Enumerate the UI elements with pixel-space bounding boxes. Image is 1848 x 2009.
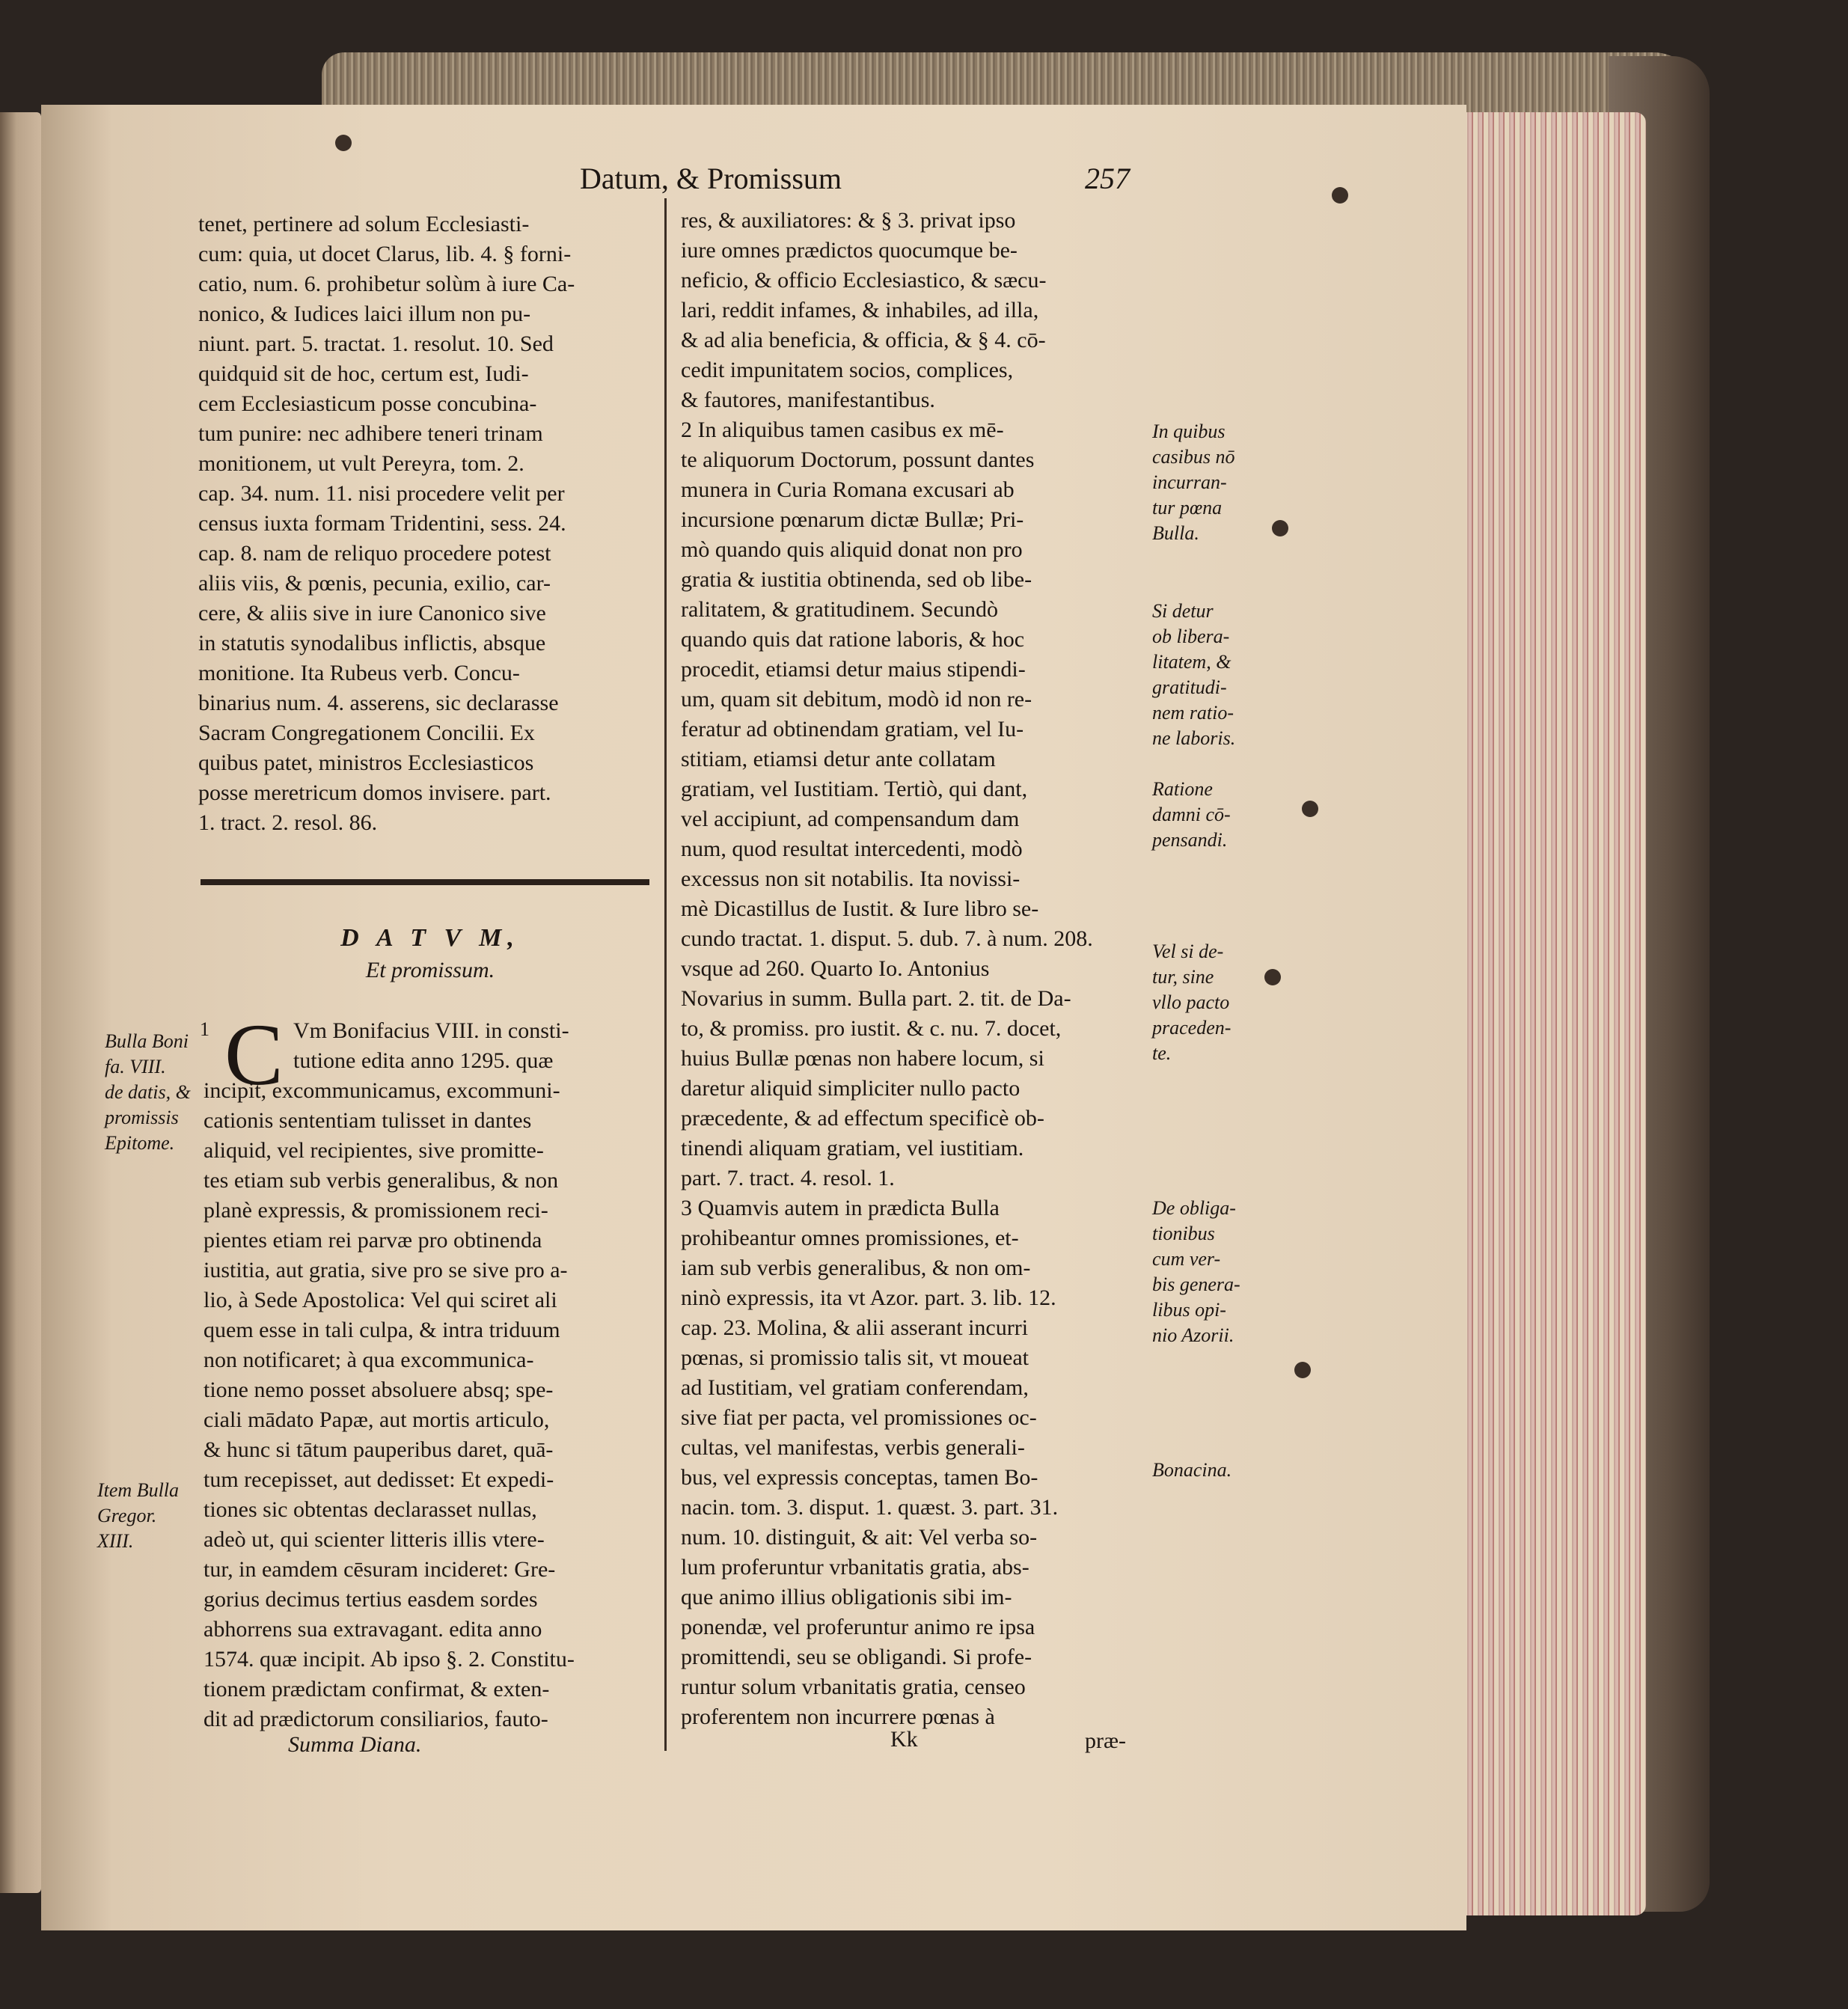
marginal-note-line: de datis, &	[105, 1081, 191, 1103]
marginal-note-right	[1152, 777, 1264, 853]
text-line: cultas, vel manifestas, verbis generali-	[681, 1435, 1025, 1460]
right-column-text	[681, 206, 1160, 1732]
text-line: quando quis dat ratione laboris, & hoc	[681, 627, 1025, 652]
text-line: bus, vel expressis conceptas, tamen Bo-	[681, 1465, 1038, 1490]
text-line: cap. 8. nam de reliquo procedere potest	[198, 541, 551, 566]
marginal-note-line: In quibus	[1152, 421, 1226, 442]
text-line: quidquid sit de hoc, certum est, Iudi-	[198, 361, 529, 386]
running-head: Datum, & Promissum	[579, 162, 842, 195]
marginal-note-line: tionibus	[1152, 1223, 1215, 1244]
text-line: cem Ecclesiasticum posse concubina-	[198, 391, 537, 416]
text-line: cap. 34. num. 11. nisi procedere velit per	[198, 481, 565, 506]
drop-cap: C	[224, 1006, 284, 1104]
text-line: 1574. quæ incipit. Ab ipso §. 2. Constitu-	[204, 1647, 575, 1672]
text-line: procedit, etiamsi detur maius stipendi-	[681, 657, 1026, 682]
text-line: 2 In aliquibus tamen casibus ex mē-	[681, 418, 1004, 442]
text-line: aliis viis, & pœnis, pecunia, exilio, car-	[198, 571, 551, 596]
text-line: incipit, excommunicamus, excommuni-	[204, 1078, 560, 1103]
marginal-note-line: damni cō-	[1152, 804, 1231, 825]
text-line: excessus non sit notabilis. Ita novissi-	[681, 866, 1021, 891]
marginal-note-line: XIII.	[97, 1530, 134, 1552]
text-line: num, quod resultat intercedenti, modò	[681, 837, 1023, 861]
text-line: part. 7. tract. 4. resol. 1.	[681, 1166, 895, 1190]
marginal-note-line: fa. VIII.	[105, 1056, 166, 1077]
text-line: posse meretricum domos invisere. part.	[198, 780, 551, 805]
marginal-note-right	[1152, 1196, 1264, 1348]
marginal-note-line: ob libera-	[1152, 626, 1230, 647]
text-line: cap. 23. Molina, & alii asserant incurri	[681, 1315, 1029, 1340]
marginal-note-line: Vel si de-	[1152, 941, 1224, 962]
text-line: ciali mādato Papæ, aut mortis articulo,	[204, 1407, 550, 1432]
text-line: præcedente, & ad effectum specificè ob-	[681, 1106, 1044, 1131]
binding-hole	[1264, 969, 1281, 985]
binding-hole	[1294, 1362, 1311, 1378]
marginal-note-left	[97, 1478, 195, 1554]
marginal-note-right	[1152, 419, 1264, 546]
text-line: ninò expressis, ita vt Azor. part. 3. lib. 12.	[681, 1285, 1056, 1310]
text-line: que animo illius obligationis sibi im-	[681, 1585, 1012, 1609]
marginal-note-line: Bulla Boni	[105, 1030, 189, 1052]
text-line: monitionem, ut vult Pereyra, tom. 2.	[198, 451, 524, 476]
text-line: tes etiam sub verbis generalibus, & non	[204, 1168, 559, 1193]
text-line: nonico, & Iudices laici illum non pu-	[198, 302, 531, 326]
text-line: incursione pœnarum dictæ Bullæ; Pri-	[681, 507, 1024, 532]
text-line: ad Iustitiam, vel gratiam conferendam,	[681, 1375, 1029, 1400]
text-line: cundo tractat. 1. disput. 5. dub. 7. à num. 208.	[681, 926, 1093, 951]
text-line: neficio, & officio Ecclesiastico, & sæcu-	[681, 268, 1047, 293]
marginal-note-line: De obliga-	[1152, 1197, 1236, 1219]
text-line: tur, in eamdem cēsuram incideret: Gre-	[204, 1557, 556, 1582]
marginal-note-line: Bonacina.	[1152, 1459, 1232, 1481]
text-line: quibus patet, ministros Ecclesiasticos	[198, 750, 534, 775]
text-line: non notificaret; à qua excommunica-	[204, 1348, 534, 1372]
text-line: te aliquorum Doctorum, possunt dantes	[681, 447, 1035, 472]
text-line: & ad alia beneficia, & officia, & § 4. cō-	[681, 328, 1046, 352]
text-line: dit ad prædictorum consiliarios, fauto-	[204, 1707, 548, 1731]
text-line: tum punire: nec adhibere teneri trinam	[198, 421, 543, 446]
footer-title: Summa Diana.	[288, 1732, 422, 1757]
text-line: num. 10. distinguit, & ait: Vel verba so-	[681, 1525, 1038, 1550]
section-body	[200, 1016, 664, 1734]
marginal-note-line: Gregor.	[97, 1505, 157, 1526]
marginal-note-line: tur pœna	[1152, 497, 1223, 519]
marginal-note-line: nem ratio-	[1152, 702, 1234, 724]
marginal-note-line: Ratione	[1152, 778, 1213, 800]
text-line: in statutis synodalibus inflictis, absque	[198, 631, 546, 655]
text-line: cationis sententiam tulisset in dantes	[204, 1108, 532, 1133]
marginal-note-line: te.	[1152, 1042, 1172, 1064]
marginal-note-line: Item Bulla	[97, 1479, 180, 1501]
text-line: tenet, pertinere ad solum Ecclesiasti-	[198, 212, 530, 236]
marginal-note-right	[1152, 599, 1264, 751]
text-line: tinendi aliquam gratiam, vel iustitiam.	[681, 1136, 1024, 1161]
signature-mark: Kk	[890, 1727, 918, 1752]
text-line: nacin. tom. 3. disput. 1. quæst. 3. part. 31.	[681, 1495, 1059, 1520]
text-line: cedit impunitatem socios, complices,	[681, 358, 1014, 382]
text-line: stitiam, etiamsi detur ante collatam	[681, 747, 996, 771]
binding-hole	[1332, 187, 1348, 204]
marginal-note-line: pensandi.	[1152, 829, 1228, 851]
text-line: & fautores, manifestantibus.	[681, 388, 935, 412]
section-subtitle: Et promissum.	[365, 958, 495, 982]
left-column-text	[198, 210, 662, 838]
marginal-note-right	[1152, 1458, 1264, 1483]
text-line: cere, & aliis sive in iure Canonico sive	[198, 601, 546, 626]
text-line: Sacram Congregationem Concilii. Ex	[198, 721, 535, 745]
text-line: Vm Bonifacius VIII. in consti-	[293, 1018, 569, 1043]
binding-hole	[335, 135, 352, 151]
text-line: um, quam sit debitum, modò id non re-	[681, 687, 1032, 712]
text-line: tione nemo posset absoluere absq; spe-	[204, 1377, 554, 1402]
marginal-note-right	[1152, 939, 1264, 1066]
text-line: monitione. Ita Rubeus verb. Concu-	[198, 661, 520, 685]
text-line: sive fiat per pacta, vel promissiones oc-	[681, 1405, 1037, 1430]
page-block-edges	[1463, 112, 1646, 1915]
text-line: & hunc si tātum pauperibus daret, quā-	[204, 1437, 554, 1462]
text-line: gratiam, vel Iustitiam. Tertiò, qui dant,	[681, 777, 1028, 801]
text-line: iure omnes prædictos quocumque be-	[681, 238, 1018, 263]
text-line: ralitatem, & gratitudinem. Secundò	[681, 597, 999, 622]
text-line: mò quando quis aliquid donat non pro	[681, 537, 1023, 562]
catchword: præ-	[1085, 1728, 1126, 1753]
text-line: census iuxta formam Tridentini, sess. 24.	[198, 511, 566, 536]
text-line: iam sub verbis generalibus, & non om-	[681, 1256, 1031, 1280]
marginal-note-line: vllo pacto	[1152, 991, 1230, 1013]
paragraph-number: 1	[200, 1018, 209, 1040]
text-line: cum: quia, ut docet Clarus, lib. 4. § forni-	[198, 242, 572, 266]
text-line: proferentem non incurrere pœnas à	[681, 1704, 995, 1729]
text-line: lum proferuntur vrbanitatis gratia, abs-	[681, 1555, 1029, 1580]
marginal-note-line: incurran-	[1152, 471, 1227, 493]
text-line: tiones sic obtentas declarasset nullas,	[204, 1497, 537, 1522]
column-rule	[664, 198, 667, 1751]
page-number: 257	[1085, 162, 1130, 195]
text-line: tionem prædictam confirmat, & exten-	[204, 1677, 550, 1701]
text-line: binarius num. 4. asserens, sic declarasse	[198, 691, 559, 715]
marginal-note-line: gratitudi-	[1152, 676, 1227, 698]
text-line: res, & auxiliatores: & § 3. privat ipso	[681, 208, 1016, 233]
text-line: 1. tract. 2. resol. 86.	[198, 810, 378, 835]
text-line: ponendæ, vel proferuntur animo re ipsa	[681, 1615, 1035, 1639]
text-line: 3 Quamvis autem in prædicta Bulla	[681, 1196, 1000, 1220]
text-line: aliquid, vel recipientes, sive promitte-	[204, 1138, 544, 1163]
marginal-note-line: cum ver-	[1152, 1248, 1221, 1270]
text-line: runtur solum vrbanitatis gratia, censeo	[681, 1675, 1026, 1699]
marginal-note-line: ne laboris.	[1152, 727, 1236, 749]
text-line: lio, à Sede Apostolica: Vel qui sciret ali	[204, 1288, 557, 1312]
text-line: huius Bullæ pœnas non habere locum, si	[681, 1046, 1044, 1071]
text-line: lari, reddit infames, & inhabiles, ad illa,	[681, 298, 1039, 322]
marginal-note-line: bis genera-	[1152, 1273, 1240, 1295]
marginal-note-line: libus opi-	[1152, 1299, 1226, 1321]
text-line: mè Dicastillus de Iustit. & Iure libro se-	[681, 896, 1039, 921]
text-line: tutione edita anno 1295. quæ	[293, 1048, 554, 1073]
ornamental-rule	[201, 879, 649, 885]
binding-hole	[1272, 520, 1288, 536]
text-line: Novarius in summ. Bulla part. 2. tit. de Da-	[681, 986, 1071, 1011]
marginal-note-line: litatem, &	[1152, 651, 1232, 673]
text-line: planè expressis, & promissionem reci-	[204, 1198, 548, 1223]
marginal-note-left	[105, 1029, 195, 1156]
text-line: munera in Curia Romana excusari ab	[681, 477, 1015, 502]
text-line: niunt. part. 5. tractat. 1. resolut. 10. Sed	[198, 331, 554, 356]
text-line: adeò ut, qui scienter litteris illis vtere-	[204, 1527, 545, 1552]
text-line: catio, num. 6. prohibetur solùm à iure Ca-	[198, 272, 575, 296]
text-line: tum recepisset, aut dedisset: Et expedi-	[204, 1467, 554, 1492]
text-line: prohibeantur omnes promissiones, et-	[681, 1226, 1019, 1250]
facing-page-edge	[0, 112, 41, 1893]
text-line: gorius decimus tertius easdem sordes	[204, 1587, 538, 1612]
marginal-note-line: promissis	[105, 1107, 179, 1128]
marginal-note-line: casibus nō	[1152, 446, 1235, 468]
text-line: vel accipiunt, ad compensandum dam	[681, 807, 1020, 831]
text-line: gratia & iustitia obtinenda, sed ob libe-	[681, 567, 1032, 592]
text-line: quem esse in tali culpa, & intra triduum	[204, 1318, 560, 1342]
marginal-note-line: Bulla.	[1152, 522, 1199, 544]
text-line: daretur aliquid simpliciter nullo pacto	[681, 1076, 1021, 1101]
binding-hole	[1302, 801, 1318, 817]
marginal-note-line: Epitome.	[105, 1132, 175, 1154]
marginal-note-line: tur, sine	[1152, 966, 1214, 988]
text-line: feratur ad obtinendam gratiam, vel Iu-	[681, 717, 1024, 741]
section-title: D A T V M,	[340, 924, 520, 952]
marginal-note-line: praceden-	[1152, 1017, 1232, 1039]
text-line: iustitia, aut gratia, sive pro se sive pro a-	[204, 1258, 568, 1282]
text-line: vsque ad 260. Quarto Io. Antonius	[681, 956, 990, 981]
text-line: pœnas, si promissio talis sit, vt moueat	[681, 1345, 1029, 1370]
text-line: abhorrens sua extravagant. edita anno	[204, 1617, 542, 1642]
text-line: to, & promiss. pro iustit. & c. nu. 7. docet,	[681, 1016, 1062, 1041]
text-line: promittendi, seu se obligandi. Si profe-	[681, 1645, 1032, 1669]
marginal-note-line: Si detur	[1152, 600, 1214, 622]
marginal-note-line: nio Azorii.	[1152, 1324, 1234, 1346]
text-line: pientes etiam rei parvæ pro obtinenda	[204, 1228, 542, 1253]
